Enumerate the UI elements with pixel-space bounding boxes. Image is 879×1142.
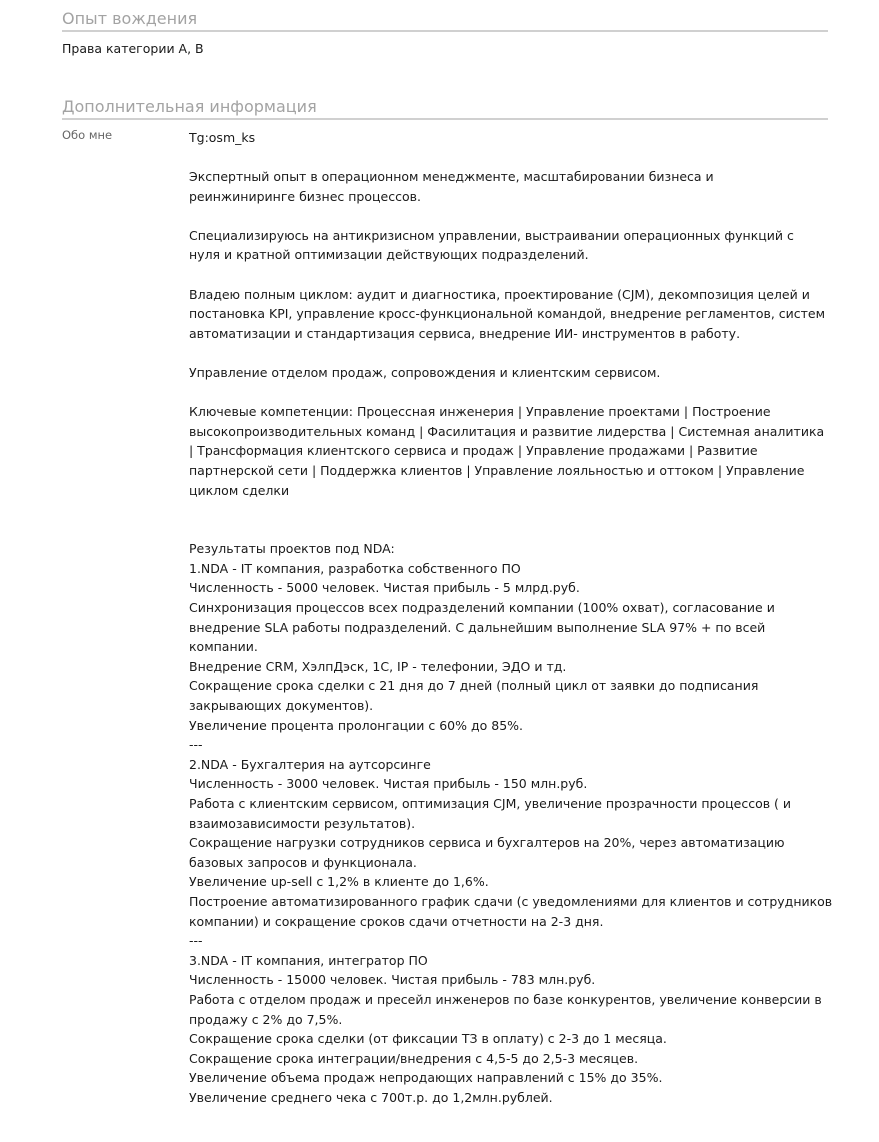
about-text-line: Численность - 15000 человек. Чистая прибыль - 783 млн.руб. <box>189 972 596 988</box>
about-text-line: продажу с 2% до 7,5%. <box>189 1011 343 1027</box>
about-text-line: --- <box>189 933 203 949</box>
about-text-line: Владею полным циклом: аудит и диагностика, проектирование (CJM), декомпозиция целей и <box>189 286 810 302</box>
about-text-line: постановка KPI, управление кросс-функциональной командой, внедрение регламентов, систем <box>189 306 826 322</box>
about-text-line: Увеличение среднего чека с 700т.р. до 1,2млн.рублей. <box>189 1089 553 1105</box>
about-text-line: Работа с отделом продаж и пресейл инженеров по базе конкурентов, увеличение конверсии в <box>189 991 822 1007</box>
about-text-line <box>189 520 849 540</box>
about-text-line: 3.NDA - IT компания, интегратор ПО <box>189 952 428 968</box>
about-text-line: компании. <box>189 639 258 655</box>
about-text-line: компании) и сокращение сроков сдачи отчетности на 2-3 дня. <box>189 913 604 929</box>
about-text-line: Экспертный опыт в операционном менеджменте, масштабировании бизнеса и <box>189 169 714 184</box>
about-text-line: Сокращение нагрузки сотрудников сервиса и бухгалтеров на 20%, через автоматизацию <box>189 835 785 851</box>
about-text-line: Ключевые компетенции: Процессная инженерия | Управление проектами | Построение <box>189 404 771 420</box>
about-text-line: внедрение SLA работы подразделений. С дальнейшим выполнение SLA 97% + по всей <box>189 619 766 635</box>
about-text-line: партнерской сети | Поддержка клиентов | Управление лояльностью и оттоком | Управление <box>189 462 805 478</box>
about-text-line: циклом сделки <box>189 482 290 498</box>
about-text-line <box>189 265 849 285</box>
about-me-label: Обо мне <box>62 128 113 142</box>
about-text-line: взаимозависимости результатов). <box>189 815 416 831</box>
about-text-line: Сокращение срока сделки с 21 дня до 7 дней (полный цикл от заявки до подписания <box>189 678 759 694</box>
about-text-line: Численность - 5000 человек. Чистая прибыль - 5 млрд.руб. <box>189 580 580 596</box>
about-text-line: Построение автоматизированного график сдачи (с уведомлениями для клиентов и сотрудников <box>189 893 833 909</box>
driving-license-value: Права категории A, B <box>62 41 204 56</box>
about-text-line <box>189 206 849 226</box>
about-text-line: Результаты проектов под NDA: <box>189 541 395 557</box>
about-text-line: Внедрение CRM, ХэлпДэск, 1С, IP - телефонии, ЭДО и тд. <box>189 658 567 674</box>
about-text-line: Численность - 3000 человек. Чистая прибыль - 150 млн.руб. <box>189 776 588 792</box>
about-text-line: Управление отделом продаж, сопровождения и клиентским сервисом. <box>189 364 661 380</box>
telegram-handle: Tg:osm_ks <box>189 130 256 145</box>
about-text-line: --- <box>189 737 203 753</box>
about-text-line: Увеличение объема продаж непродающих направлений с 15% до 35%. <box>189 1070 663 1086</box>
about-text-line: Специализируюсь на антикризисном управлении, выстраивании операционных функций с <box>189 227 794 243</box>
about-text-line <box>189 500 849 520</box>
about-text-line <box>189 383 849 403</box>
about-text-line: базовых запросов и функционала. <box>189 854 417 870</box>
driving-experience-header: Опыт вождения <box>62 9 828 32</box>
about-text-line: Увеличение процента пролонгации с 60% до 85%. <box>189 717 524 733</box>
about-text-line: Синхронизация процессов всех подразделений компании (100% охват), согласование и <box>189 600 775 616</box>
about-text-line: Сокращение срока сделки (от фиксации ТЗ в оплату) с 2-3 до 1 месяца. <box>189 1031 667 1047</box>
about-text-line: Увеличение up-sell с 1,2% в клиенте до 1,6%. <box>189 874 489 890</box>
about-text-line <box>189 343 849 363</box>
about-text-line: нуля и кратной оптимизации действующих подразделений. <box>189 247 589 263</box>
about-text-line: закрывающих документов). <box>189 698 374 714</box>
about-text-line: высокопроизводительных команд | Фасилитация и развитие лидерства | Системная аналитика <box>189 423 825 439</box>
about-text-line: Работа с клиентским сервисом, оптимизация CJM, увеличение прозрачности процессов ( и <box>189 796 792 811</box>
about-text-line: Сокращение срока интеграции/внедрения с 4,5-5 до 2,5-3 месяцев. <box>189 1050 639 1066</box>
about-text-line: 1.NDA - IT компания, разработка собственного ПО <box>189 560 521 576</box>
additional-info-header: Дополнительная информация <box>62 97 828 120</box>
about-text-line: реинжиниринге бизнес процессов. <box>189 188 421 204</box>
about-text-line: автоматизации и стандартизация сервиса, внедрение ИИ- инструментов в работу. <box>189 325 741 341</box>
about-me-text <box>189 167 849 1108</box>
about-text-line: | Трансформация клиентского сервиса и продаж | Управление продажами | Развитие <box>189 443 758 459</box>
about-text-line: 2.NDA - Бухгалтерия на аутсорсинге <box>189 756 431 772</box>
